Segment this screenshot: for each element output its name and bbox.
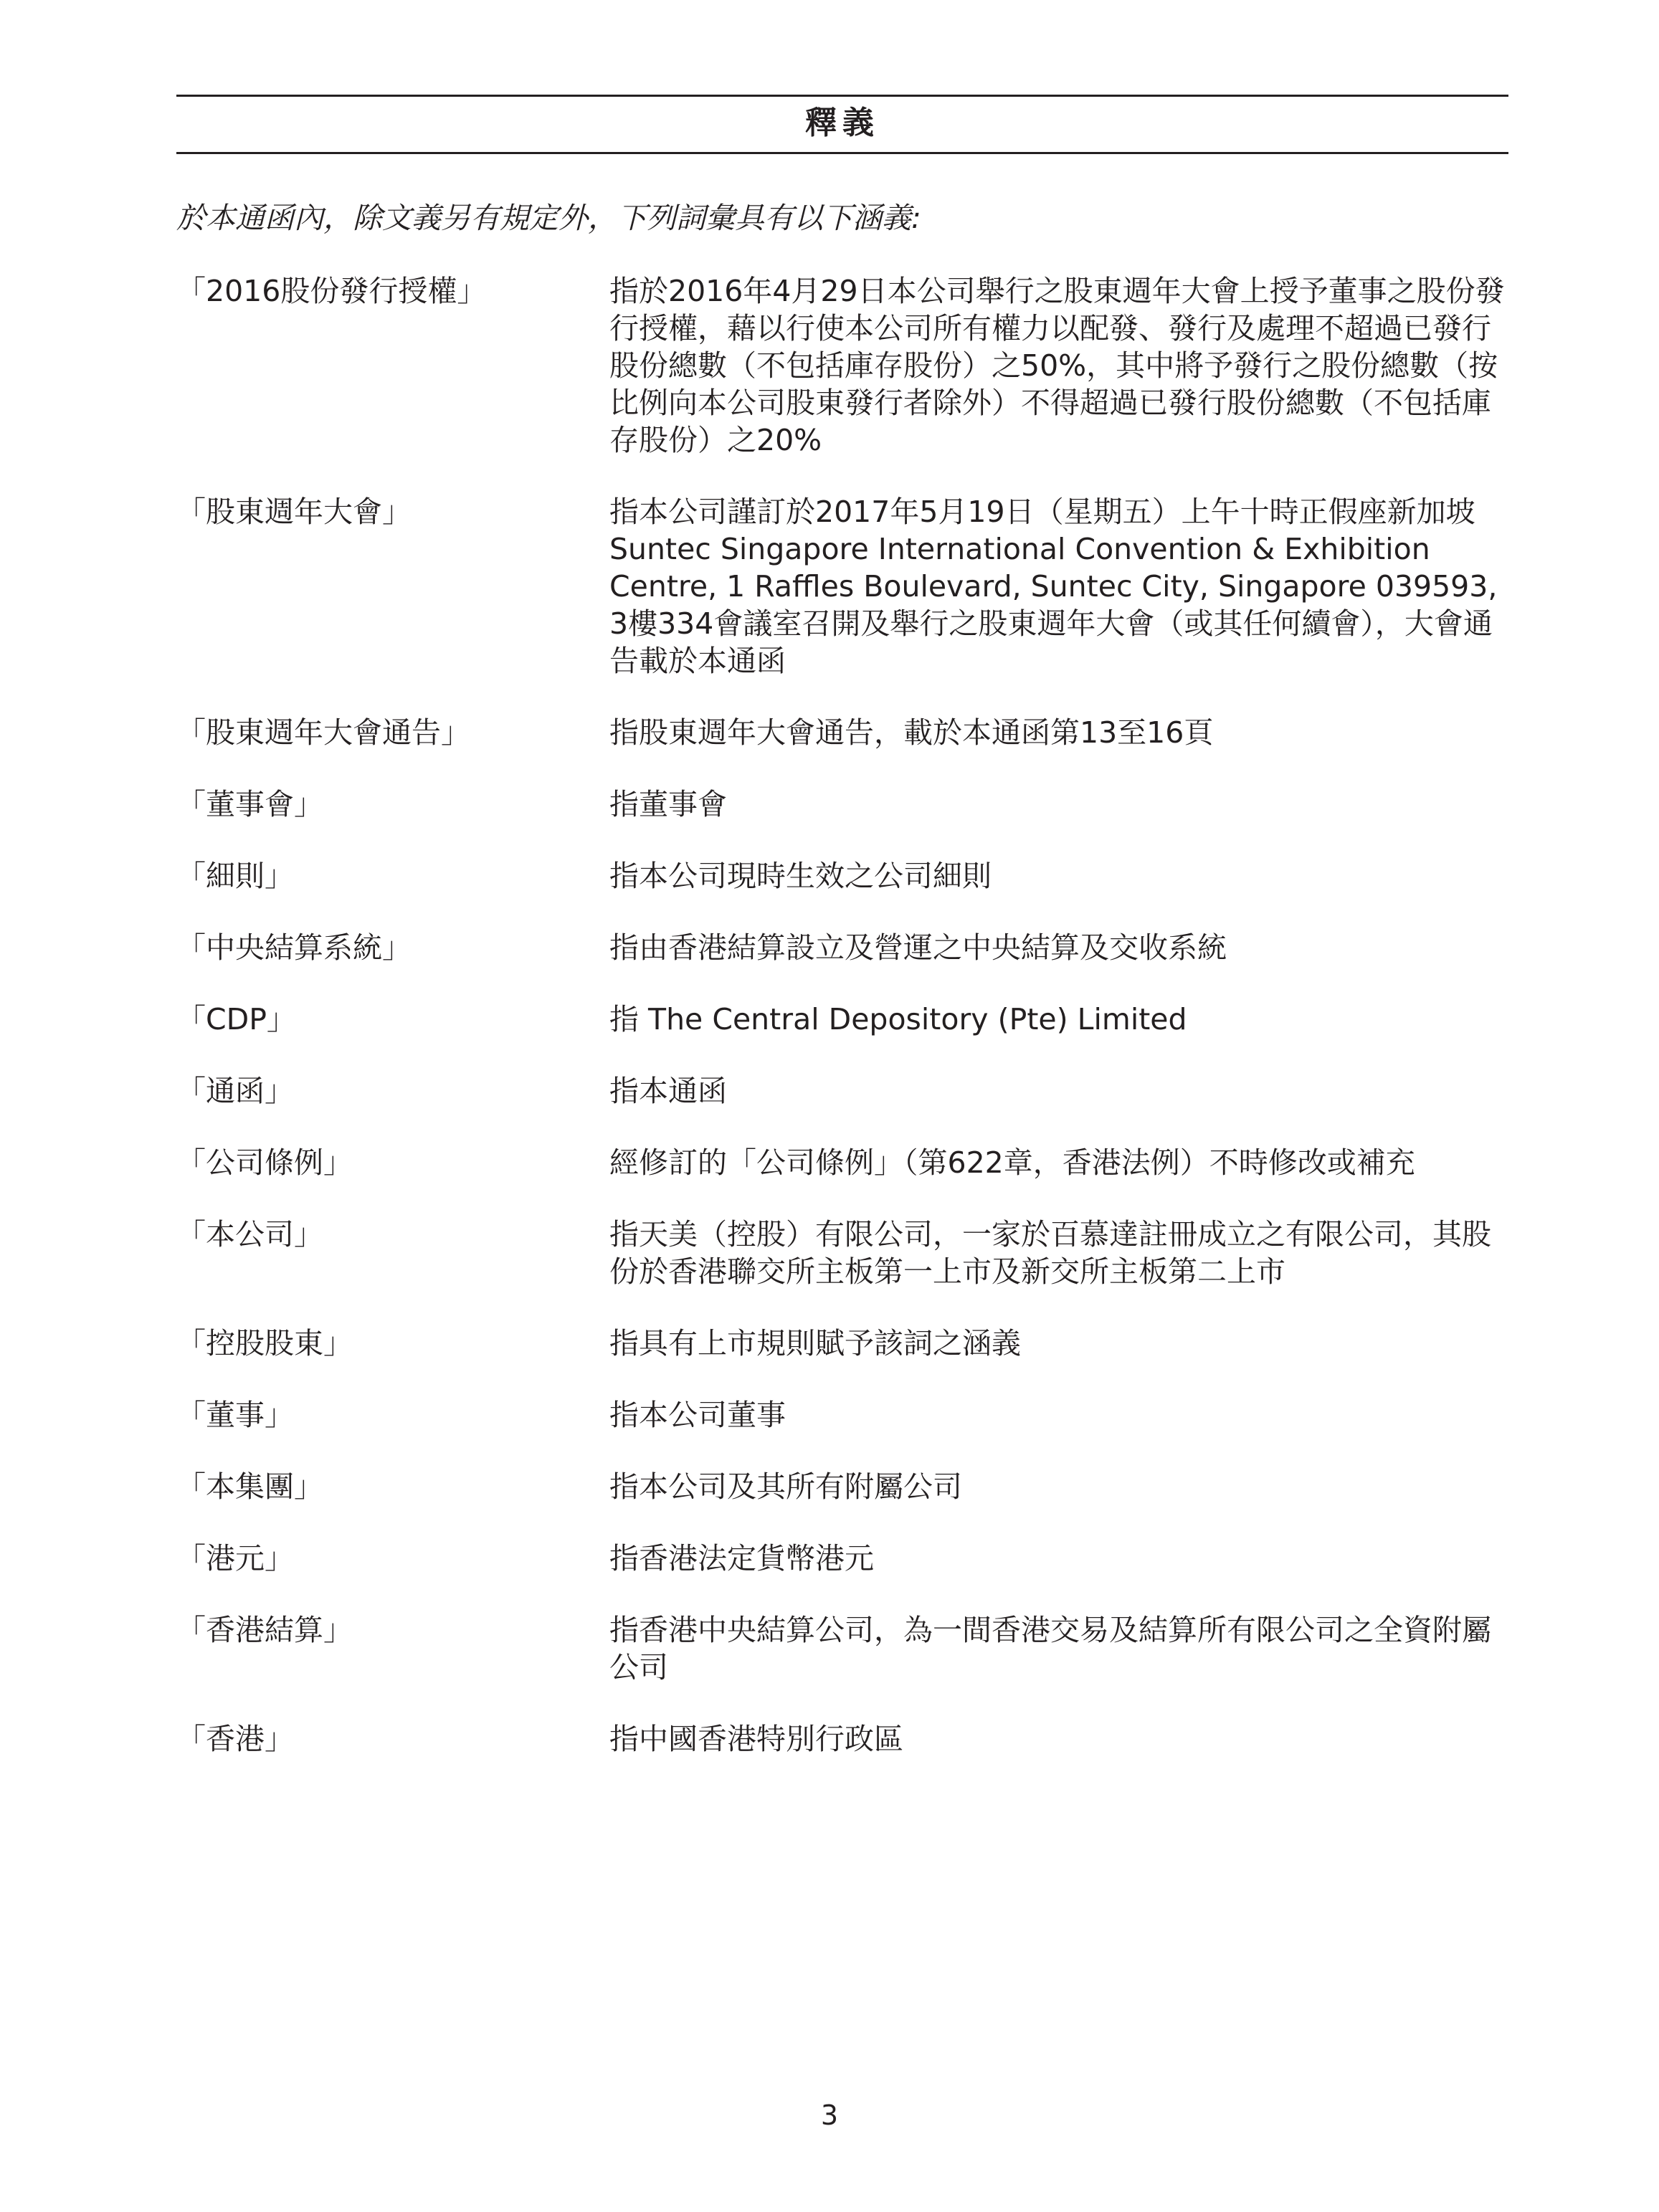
definition-meaning: 指股東週年大會通告，載於本通函第13至16頁 (609, 715, 1214, 750)
definition-term: 「股東週年大會」 (176, 495, 412, 529)
definition-meaning: 指於2016年4月29日本公司舉行之股東週年大會上授予董事之股份發行授權，藉以行使本公司所有權力以配發、發行及處理不超過已發行股份總數（不包括庫存股份）之50%，其中將予發行之股份總數（按比例向本公司股東發行者除外）不得超過已發行股份總數（不包括庫存股份）之20% (609, 274, 1505, 457)
header-rule-bottom (176, 152, 1508, 154)
definition-meaning: 指中國香港特別行政區 (609, 1722, 903, 1756)
definition-row (176, 857, 1508, 895)
definition-row (176, 1611, 1508, 1686)
definition-row (176, 1072, 1508, 1110)
definition-meaning: 指 The Central Depository (Pte) Limited (609, 1002, 1187, 1036)
definition-meaning: 指本公司及其所有附屬公司 (609, 1469, 962, 1504)
definition-row (176, 714, 1508, 751)
definition-meaning: 指本公司董事 (609, 1398, 786, 1432)
intro-text: 於本通函內，除文義另有規定外，下列詞彙具有以下涵義: (176, 201, 921, 235)
definition-term: 「本公司」 (176, 1217, 323, 1252)
definition-row (176, 1396, 1508, 1434)
definition-row (176, 1216, 1508, 1290)
definition-row (176, 493, 1508, 680)
definition-row (176, 1144, 1508, 1181)
definition-term: 「董事」 (176, 1398, 294, 1432)
definition-term: 「董事會」 (176, 787, 323, 821)
header-rule-top (176, 95, 1508, 97)
definition-row (176, 1325, 1508, 1362)
page-number: 3 (820, 2099, 839, 2131)
definition-meaning: 指具有上市規則賦予該詞之涵義 (609, 1326, 1021, 1360)
definition-term: 「2016股份發行授權」 (176, 274, 487, 308)
definition-meaning: 指天美（控股）有限公司，一家於百慕達註冊成立之有限公司，其股份於香港聯交所主板第一上市及新交所主板第二上市 (609, 1217, 1491, 1289)
definition-meaning: 指本公司謹訂於2017年5月19日（星期五）上午十時正假座新加坡 Suntec Singapore International Convention & Exhibition Centre, 1 Raffles Boulevard, Suntec City, Singapore 039593, 3樓334會議室召開及舉行之股東週年大會（或其任何續會），大會通告載於本通函 (609, 495, 1498, 678)
definition-term: 「中央結算系統」 (176, 930, 412, 965)
definition-term: 「港元」 (176, 1541, 294, 1575)
definition-row (176, 786, 1508, 823)
definition-meaning: 指董事會 (609, 787, 727, 821)
definition-term: 「本集團」 (176, 1469, 323, 1504)
definition-term: 「股東週年大會通告」 (176, 715, 470, 750)
definition-term: 「公司條例」 (176, 1145, 353, 1180)
definition-row (176, 272, 1508, 459)
definition-term: 「通函」 (176, 1074, 294, 1108)
definition-term: 「CDP」 (176, 1002, 296, 1036)
page-title: 釋義 (805, 105, 880, 141)
definition-meaning: 指香港中央結算公司，為一間香港交易及結算所有限公司之全資附屬公司 (609, 1613, 1491, 1684)
definition-term: 「香港結算」 (176, 1613, 353, 1647)
definition-row (176, 929, 1508, 966)
definition-row (176, 1720, 1508, 1758)
definition-meaning: 指由香港結算設立及營運之中央結算及交收系統 (609, 930, 1227, 965)
definition-term: 「細則」 (176, 859, 294, 893)
definition-term: 「香港」 (176, 1722, 294, 1756)
definition-row (176, 1540, 1508, 1577)
definition-term: 「控股股東」 (176, 1326, 353, 1360)
definition-meaning: 指香港法定貨幣港元 (609, 1541, 874, 1575)
definition-meaning: 指本通函 (609, 1074, 727, 1108)
definitions-list (176, 272, 1508, 1792)
definition-meaning: 指本公司現時生效之公司細則 (609, 859, 992, 893)
definition-meaning: 經修訂的「公司條例」（第622章，香港法例）不時修改或補充 (609, 1145, 1415, 1180)
definition-row (176, 1468, 1508, 1505)
definition-row (176, 1001, 1508, 1038)
